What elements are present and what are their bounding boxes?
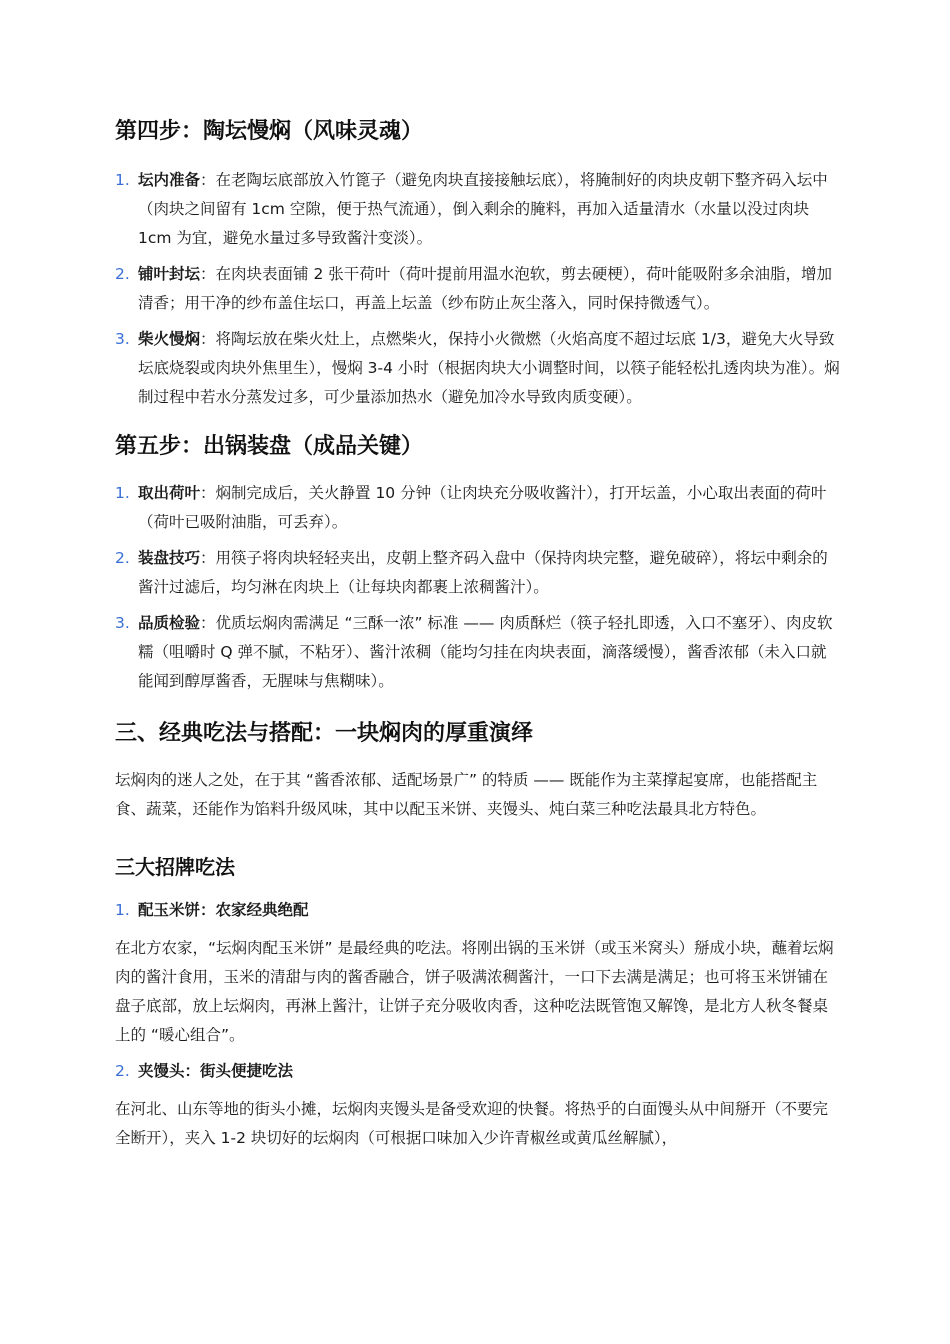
list-number: 2. <box>115 549 130 567</box>
step5-heading: 第五步：出锅装盘（成品关键） <box>115 434 424 459</box>
item-label: 品质检验 <box>138 614 201 632</box>
list-number: 2. <box>115 1062 130 1080</box>
step5-item <box>115 609 840 696</box>
item-label: 装盘技巧 <box>138 549 201 567</box>
step4-item <box>115 325 840 412</box>
section3-heading: 三、经典吃法与搭配：一块焖肉的厚重演绎 <box>115 721 534 746</box>
methods-heading: 三大招牌吃法 <box>115 855 235 879</box>
method-2-title <box>115 1057 840 1086</box>
step5-item <box>115 544 840 602</box>
step4-item <box>115 166 840 253</box>
step4-heading: 第四步：陶坛慢焖（风味灵魂） <box>115 119 424 144</box>
method-title-text: 夹馒头：街头便捷吃法 <box>138 1062 294 1080</box>
list-number: 3. <box>115 330 130 348</box>
list-number: 2. <box>115 265 130 283</box>
list-number: 3. <box>115 614 130 632</box>
item-text: ：在老陶坛底部放入竹篦子（避免肉块直接接触坛底），将腌制好的肉块皮朝下整齐码入坛中（肉块之间留有 1cm 空隙，便于热气流通），倒入剩余的腌料，再加入适量清水（水量以没过肉块 1cm 为宜，避免水量过多导致酱汁变淡）。 <box>138 171 828 247</box>
item-label: 铺叶封坛 <box>138 265 201 283</box>
method-1-title <box>115 896 840 925</box>
item-text: ：用筷子将肉块轻轻夹出，皮朝上整齐码入盘中（保持肉块完整，避免破碎），将坛中剩余的酱汁过滤后，均匀淋在肉块上（让每块肉都裹上浓稠酱汁）。 <box>138 549 828 596</box>
list-number: 1. <box>115 171 130 189</box>
item-text: ：在肉块表面铺 2 张干荷叶（荷叶提前用温水泡软，剪去硬梗），荷叶能吸附多余油脂，增加清香；用干净的纱布盖住坛口，再盖上坛盖（纱布防止灰尘落入，同时保持微透气）。 <box>138 265 832 312</box>
section3-intro: 坛焖肉的迷人之处，在于其 “酱香浓郁、适配场景广” 的特质 —— 既能作为主菜撑起宴席，也能搭配主食、蔬菜，还能作为馅料升级风味，其中以配玉米饼、夹馒头、炖白菜三种吃法最具北方特色。 <box>115 771 818 818</box>
method-2-text: 在河北、山东等地的街头小摊，坛焖肉夹馒头是备受欢迎的快餐。将热乎的白面馒头从中间掰开（不要完全断开），夹入 1-2 块切好的坛焖肉（可根据口味加入少许青椒丝或黄瓜丝解腻）， <box>115 1100 829 1147</box>
method-1-text: 在北方农家，“坛焖肉配玉米饼” 是最经典的吃法。将刚出锅的玉米饼（或玉米窝头）掰成小块，蘸着坛焖肉的酱汁食用，玉米的清甜与肉的酱香融合，饼子吸满浓稠酱汁，一口下去满是满足；也可将玉米饼铺在盘子底部，放上坛焖肉，再淋上酱汁，让饼子充分吸收肉香，这种吃法既管饱又解馋，是北方人秋冬餐桌上的 “暖心组合”。 <box>115 939 834 1044</box>
item-label: 柴火慢焖 <box>138 330 201 348</box>
item-label: 坛内准备 <box>138 171 201 189</box>
list-number: 1. <box>115 484 130 502</box>
method-title-text: 配玉米饼：农家经典绝配 <box>138 901 309 919</box>
item-text: ：优质坛焖肉需满足 “三酥一浓” 标准 —— 肉质酥烂（筷子轻扎即透，入口不塞牙）、肉皮软糯（咀嚼时 Q 弹不腻，不粘牙）、酱汁浓稠（能均匀挂在肉块表面，滴落缓慢），酱香浓郁（未入口就能闻到醇厚酱香，无腥味与焦糊味）。 <box>138 614 833 690</box>
step5-item <box>115 479 840 537</box>
document-content <box>115 112 840 1153</box>
list-number: 1. <box>115 901 130 919</box>
step5-list <box>115 479 840 696</box>
item-text: ：将陶坛放在柴火灶上，点燃柴火，保持小火微燃（火焰高度不超过坛底 1/3，避免大火导致坛底烧裂或肉块外焦里生），慢焖 3-4 小时（根据肉块大小调整时间，以筷子能轻松扎透肉块为准）。焖制过程中若水分蒸发过多，可少量添加热水（避免加冷水导致肉质变硬）。 <box>138 330 840 406</box>
item-text: ：焖制完成后，关火静置 10 分钟（让肉块充分吸收酱汁），打开坛盖，小心取出表面的荷叶（荷叶已吸附油脂，可丢弃）。 <box>138 484 827 531</box>
step4-list <box>115 166 840 412</box>
step4-item <box>115 260 840 318</box>
item-label: 取出荷叶 <box>138 484 201 502</box>
